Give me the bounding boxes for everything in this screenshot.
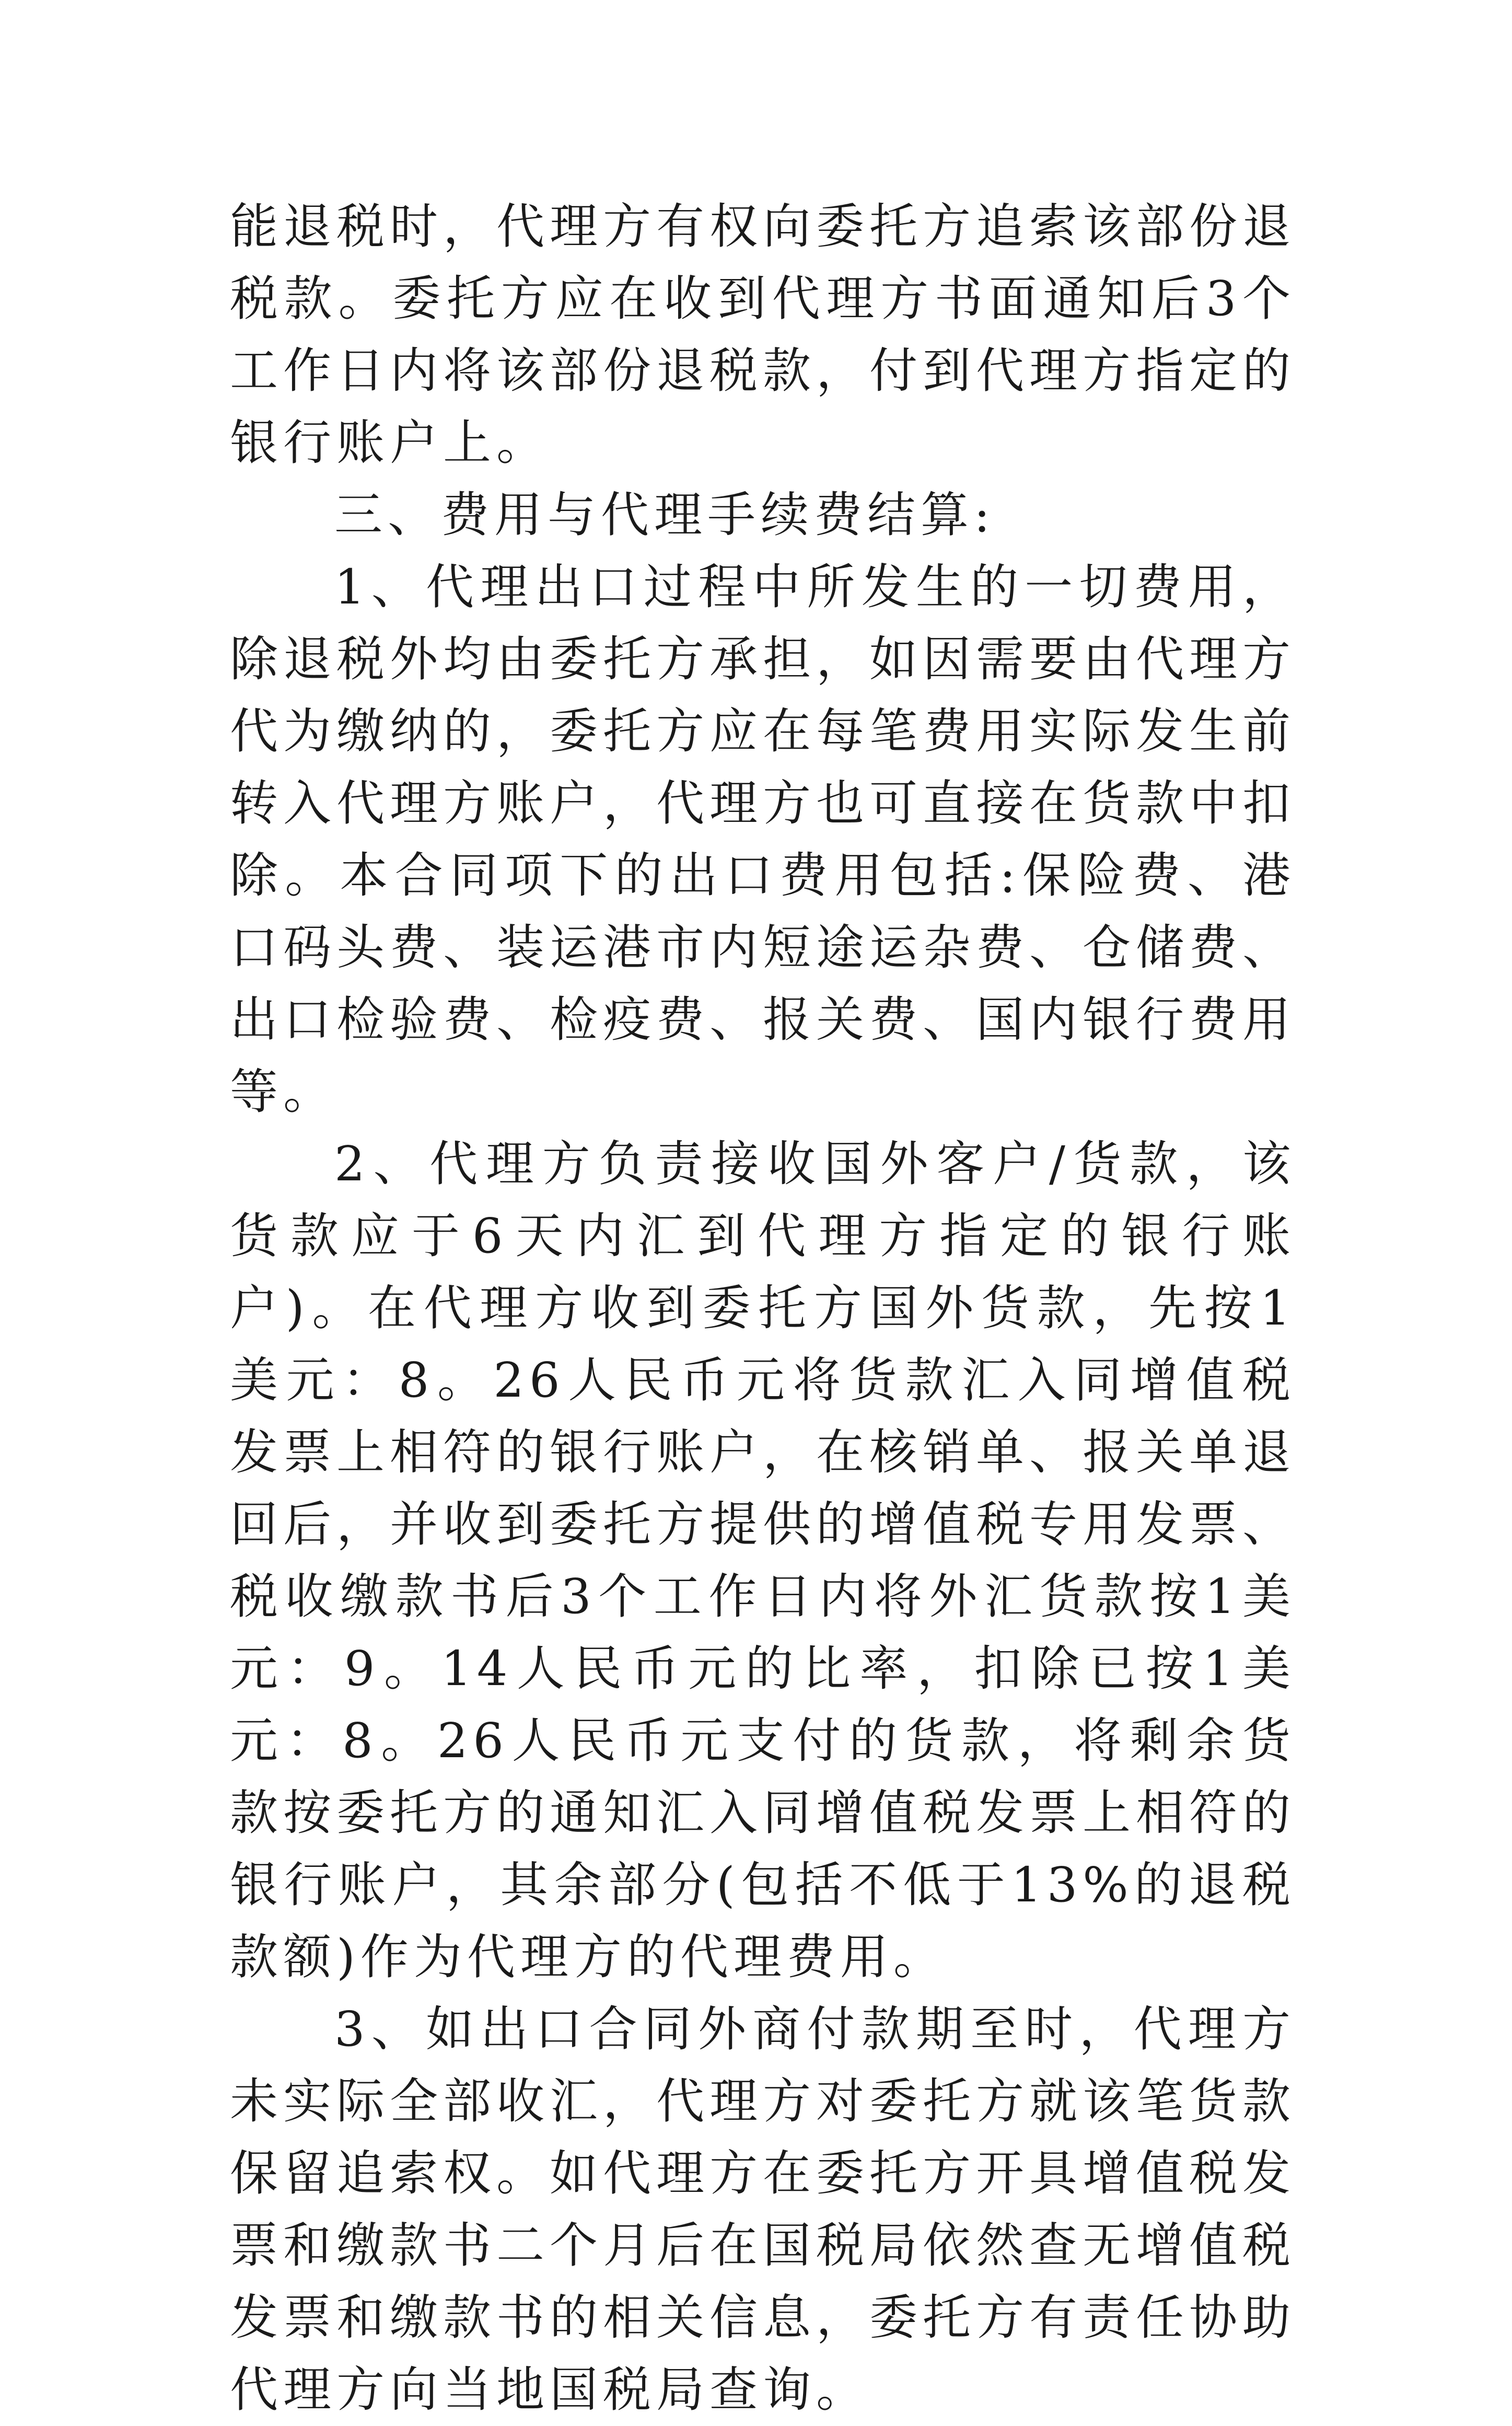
clause-1-expenses: 1、代理出口过程中所发生的一切费用，除退税外均由委托方承担，如因需要由代理方代为缴纳的，委托方应在每笔费用实际发生前转入代理方账户，代理方也可直接在货款中扣除。本合同项下的出口费用包括:保险费、港口码头费、装运港市内短途运杂费、仓储费、出口检验费、检疫费、报关费、国内银行费用等。 <box>230 559 1296 1120</box>
clause-3-recourse: 3、如出口合同外商付款期至时，代理方未实际全部收汇，代理方对委托方就该笔货款保留追索权。如代理方在委托方开具增值税发票和缴款书二个月后在国税局依然查无增值税发票和缴款书的相关信息，委托方有责任协助代理方向当地国税局查询。 <box>230 2001 1296 2418</box>
section-heading-fees: 三、费用与代理手续费结算: <box>334 487 995 543</box>
clause-2-payment: 2、代理方负责接收国外客户/货款，该货款应于6天内汇到代理方指定的银行账户)。在代理方收到委托方国外货款，先按1美元：8。26人民币元将货款汇入同增值税发票上相符的银行账户，在核销单、报关单退回后，并收到委托方提供的增值税专用发票、税收缴款书后3个工作日内将外汇货款按1美元：9。14人民币元的比率，扣除已按1美元：8。26人民币元支付的货款，将剩余货款按委托方的通知汇入同增值税发票上相符的银行账户，其余部分(包括不低于13%的退税款额)作为代理方的代理费用。 <box>230 1136 1296 1985</box>
document-body <box>230 191 1296 2426</box>
paragraph-continuation: 能退税时，代理方有权向委托方追索该部份退税款。委托方应在收到代理方书面通知后3个工作日内将该部份退税款，付到代理方指定的银行账户上。 <box>230 199 1296 471</box>
